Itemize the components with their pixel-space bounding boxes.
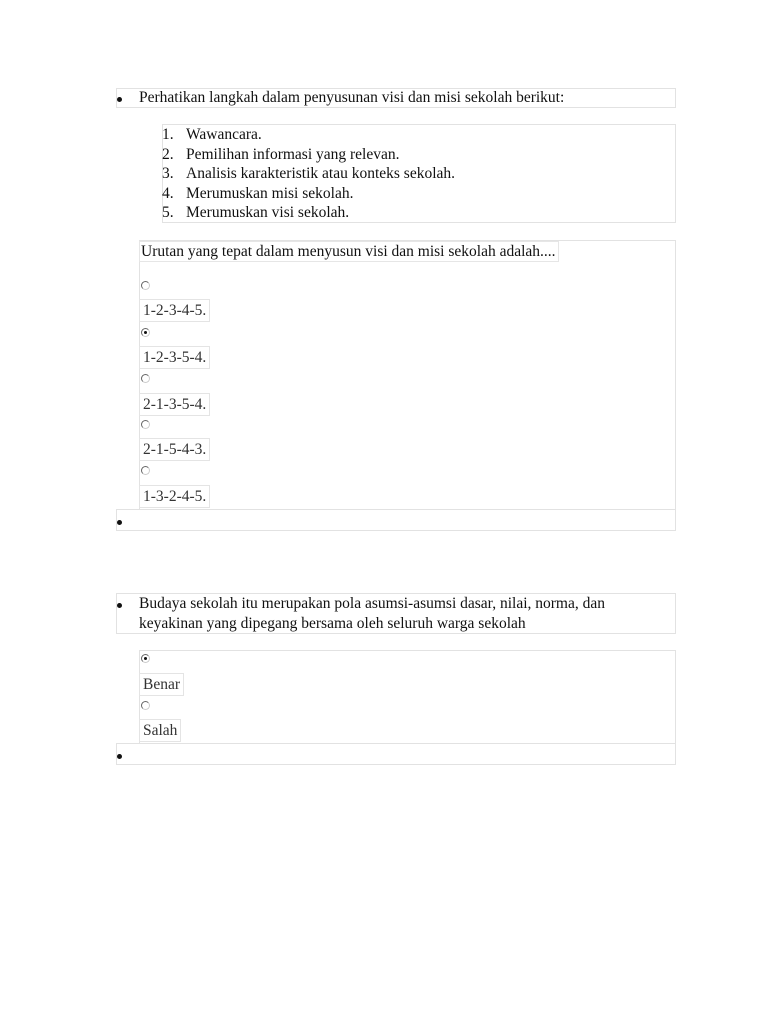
step-number: 5.: [162, 204, 174, 221]
q1-option-5-radio[interactable]: [141, 466, 150, 475]
q1-bullet: [117, 97, 122, 102]
q1-step-5: [162, 203, 349, 223]
step-text: Merumuskan misi sekolah.: [186, 185, 354, 202]
step-number: 1.: [162, 126, 174, 143]
step-number: 4.: [162, 185, 174, 202]
q2-option-1-label[interactable]: Benar: [139, 673, 184, 696]
q1-option-2-label[interactable]: 1-2-3-5-4.: [139, 346, 210, 369]
q2-option-1-radio[interactable]: [141, 654, 150, 663]
q2-option-2-label[interactable]: Salah: [139, 719, 181, 742]
step-text: Wawancara.: [186, 126, 262, 143]
q1-empty-row: [116, 509, 676, 531]
q1-option-1-label[interactable]: 1-2-3-4-5.: [139, 299, 210, 322]
step-number: 2.: [162, 146, 174, 163]
step-text: Pemilihan informasi yang relevan.: [186, 146, 400, 163]
step-text: Merumuskan visi sekolah.: [186, 204, 350, 221]
q1-option-2-radio[interactable]: [141, 328, 150, 337]
q1-option-1-radio[interactable]: [141, 281, 150, 290]
q1-answer-area: [139, 240, 676, 510]
q2-prompt-line-2: keyakinan yang dipegang bersama oleh seluruh warga sekolah: [139, 615, 526, 632]
q1-step-2: [162, 145, 400, 165]
q2-prompt-line-1: Budaya sekolah itu merupakan pola asumsi-asumsi dasar, nilai, norma, dan: [139, 595, 605, 612]
q1-option-4-label[interactable]: 2-1-5-4-3.: [139, 438, 210, 461]
q2-empty-bullet: [117, 754, 122, 759]
q2-prompt: [139, 594, 605, 634]
q2-option-2-radio[interactable]: [141, 701, 150, 710]
q1-prompt: Perhatikan langkah dalam penyusunan visi dan misi sekolah berikut:: [139, 89, 565, 106]
q1-step-4: [162, 184, 353, 204]
step-number: 3.: [162, 165, 174, 182]
q1-question: Urutan yang tepat dalam menyusun visi dan misi sekolah adalah....: [139, 241, 559, 262]
q2-answer-area: [139, 650, 676, 744]
q1-option-5-label[interactable]: 1-3-2-4-5.: [139, 485, 210, 508]
q2-bullet: [117, 603, 122, 608]
q1-step-3: [162, 164, 455, 184]
step-text: Analisis karakteristik atau konteks sekolah.: [186, 165, 456, 182]
q1-option-3-radio[interactable]: [141, 374, 150, 383]
q1-empty-bullet: [117, 520, 122, 525]
q1-option-3-label[interactable]: 2-1-3-5-4.: [139, 393, 210, 416]
q1-step-1: [162, 125, 262, 145]
q1-option-4-radio[interactable]: [141, 420, 150, 429]
q2-empty-row: [116, 743, 676, 765]
